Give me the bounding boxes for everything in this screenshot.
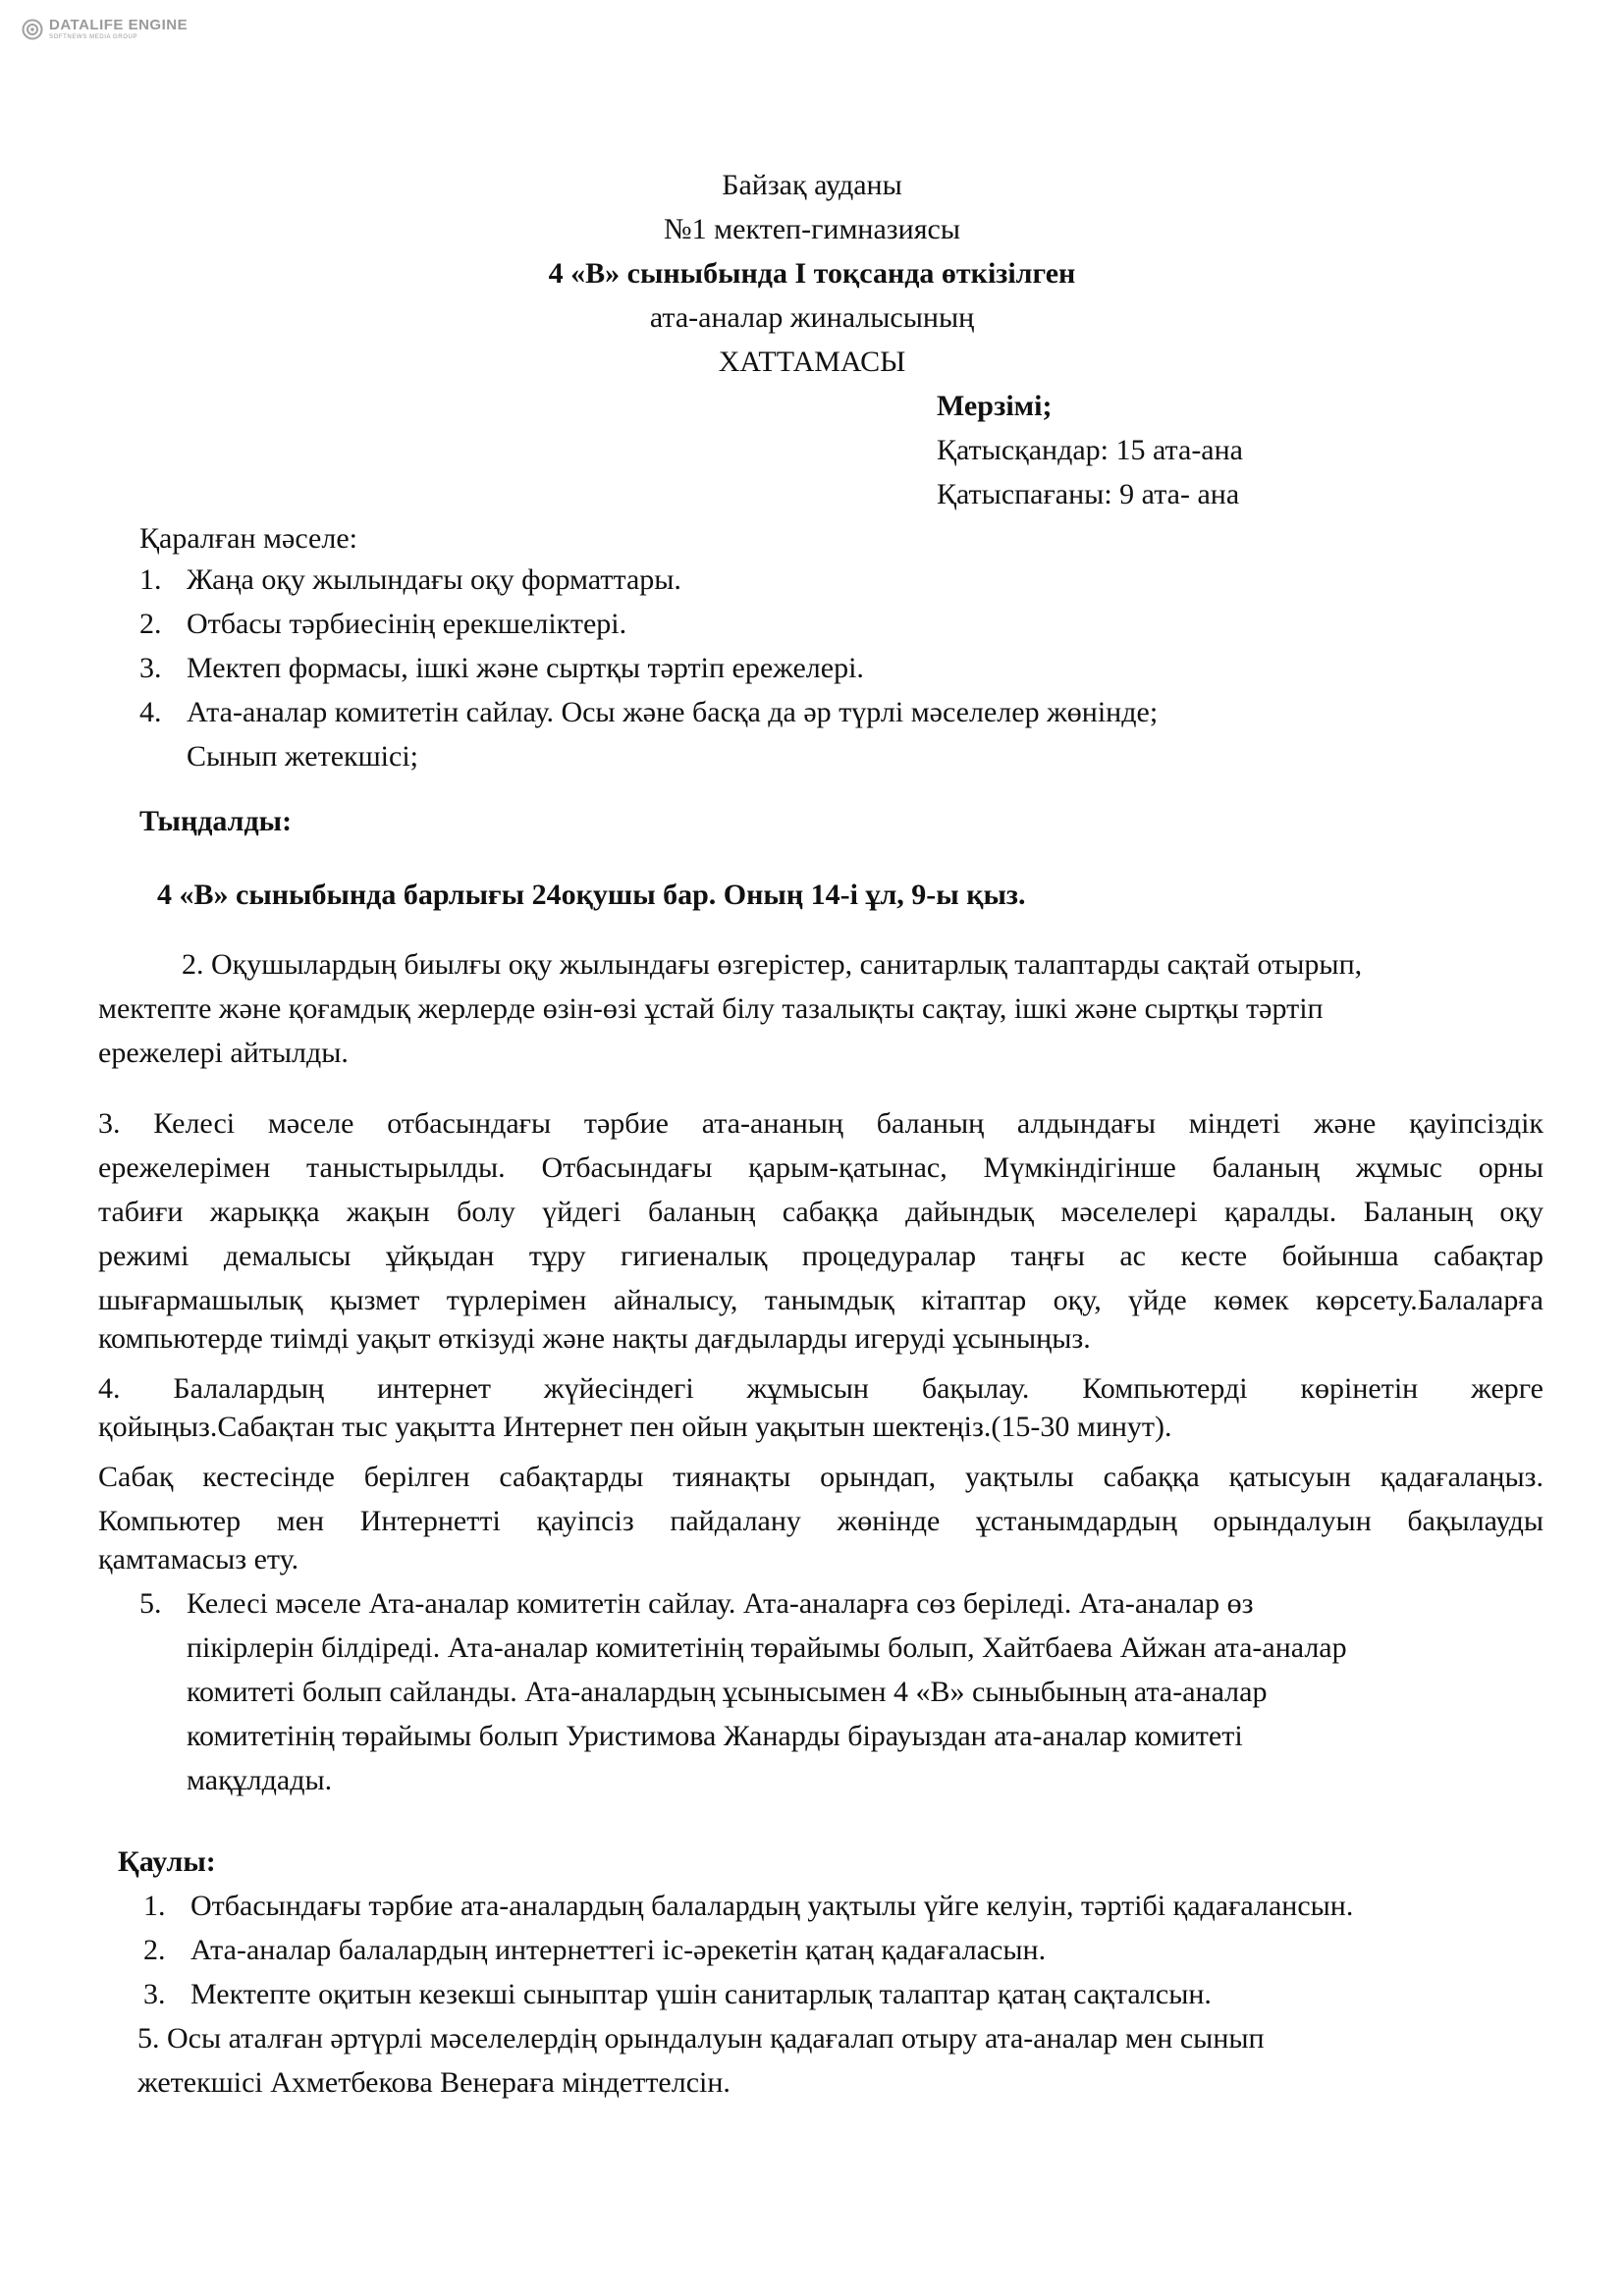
- point-5-line: Келесі мәселе Ата-аналар комитетін сайлау. Ата-аналарға сөз беріледі. Ата-аналар өз: [187, 1587, 1254, 1620]
- decision-item: [143, 1934, 1046, 1967]
- document-title: ХАТТАМАСЫ: [718, 346, 906, 378]
- watermark-brand: DATALIFE ENGINE: [49, 17, 189, 33]
- point-3-line: табиғи жарыққа жақын болу үйдегі баланың сабаққа дайындық мәселелері қаралды. Баланың оқу: [98, 1196, 1543, 1228]
- meeting-line: ата-аналар жиналысының: [649, 301, 975, 334]
- point-5-line: комитеті болып сайланды. Ата-аналардың ұсынысымен 4 «В» сыныбының ата-аналар: [187, 1676, 1268, 1708]
- school-line: №1 мектеп-гимназиясы: [664, 213, 960, 245]
- point-2-line: ережелері айтылды.: [98, 1037, 349, 1069]
- decision-final-line: жетекшісі Ахметбекова Венераға міндеттелсін.: [137, 2066, 731, 2099]
- decision-item-number: 3.: [143, 1978, 166, 2010]
- agenda-item-text: Жаңа оқу жылындағы оқу форматтары.: [187, 563, 681, 596]
- absent-count: Қатыспағаны: 9 ата- ана: [937, 478, 1240, 510]
- listened-point-1: 4 «В» сыныбында барлығы 24оқушы бар. Оның 14-і ұл, 9-ы қыз.: [157, 879, 1026, 911]
- agenda-item-number: 2.: [139, 608, 162, 640]
- agenda-item: [139, 608, 626, 641]
- point-3-line: режимі демалысы ұйқыдан тұру гигиеналық процедуралар таңғы ас кесте бойынша сабақтар: [98, 1240, 1543, 1272]
- present-count: Қатысқандар: 15 ата-ана: [937, 434, 1243, 466]
- decision-item-text: Отбасындағы тәрбие ата-аналардың балалардың уақтылы үйге келуін, тәртібі қадағалансын.: [190, 1890, 1354, 1922]
- point-2-line: мектепте және қоғамдық жерлерде өзін-өзі ұстай білу тазалықты сақтау, ішкі және сыртқы тәртіп: [98, 992, 1324, 1025]
- agenda-item-text: Мектеп формасы, ішкі және сыртқы тәртіп ережелері.: [187, 652, 864, 684]
- agenda-heading: Қаралған мәселе:: [139, 522, 357, 555]
- point-5-number: 5.: [139, 1587, 162, 1620]
- agenda-item-text: Ата-аналар комитетін сайлау. Осы және басқа да әр түрлі мәселелер жөнінде;: [187, 696, 1159, 728]
- point-3-line: 3. Келесі мәселе отбасындағы тәрбие ата-ананың баланың алдындағы міндеті және қауіпсіздік: [98, 1107, 1543, 1140]
- date-label: Мерзімі;: [937, 390, 1053, 422]
- decision-heading: Қаулы:: [118, 1845, 216, 1878]
- point-4-line: 4. Балалардың интернет жүйесіндегі жұмысын бақылау. Компьютерді көрінетін жерге: [98, 1372, 1543, 1405]
- agenda-item: [139, 652, 864, 685]
- agenda-item-text: Отбасы тәрбиесінің ерекшеліктері.: [187, 608, 627, 640]
- point-4-line: қойыңыз.Сабақтан тыс уақытта Интернет пен ойын уақытын шектеңіз.(15-30 минут).: [98, 1411, 1172, 1443]
- point-3-line: компьютерде тиімді уақыт өткізуді және нақты дағдыларды игеруді ұсыныңыз.: [98, 1322, 1091, 1355]
- decision-item: [143, 1978, 1212, 2011]
- point-4b-line: қамтамасыз ету.: [98, 1543, 299, 1575]
- decision-item-number: 2.: [143, 1934, 166, 1966]
- agenda-item-number: 3.: [139, 652, 162, 684]
- point-3-line: ережелерімен таныстырылды. Отбасындағы қарым-қатынас, Мүмкіндігінше баланың жұмыс орны: [98, 1151, 1543, 1184]
- district-line: Байзақ ауданы: [722, 169, 902, 201]
- point-3-line: шығармашылық қызмет түрлерімен айналысу, танымдық кітаптар оқу, үйде көмек көрсету.Балаларға: [98, 1284, 1543, 1316]
- point-4b-line: Компьютер мен Интернетті қауіпсіз пайдалану жөнінде ұстанымдардың орындалуын бақылауды: [98, 1505, 1543, 1537]
- agenda-speaker: Сынып жетекшісі;: [187, 740, 419, 773]
- decision-item-number: 1.: [143, 1890, 166, 1922]
- point-4b-line: Сабақ кестесінде берілген сабақтарды тиянақты орындап, уақтылы сабаққа қатысуын қадағалаңыз.: [98, 1461, 1543, 1493]
- point-2-line: 2. Оқушылардың биылғы оқу жылындағы өзгерістер, санитарлық талаптарды сақтай отырып,: [182, 948, 1363, 981]
- point-5-line: пікірлерін білдіреді. Ата-аналар комитетінің төрайымы болып, Хайтбаева Айжан ата-аналар: [187, 1631, 1347, 1664]
- agenda-item: [139, 696, 1158, 729]
- decision-final-line: 5. Осы аталған әртүрлі мәселелердің орындалуын қадағалап отыру ата-аналар мен сынып: [137, 2022, 1265, 2055]
- agenda-item: [139, 563, 681, 597]
- agenda-item-number: 4.: [139, 696, 162, 728]
- class-line: 4 «В» сыныбында І тоқсанда өткізілген: [548, 257, 1076, 290]
- point-5-line: комитетінің төрайымы болып Уристимова Жанарды бірауыздан ата-аналар комитеті: [187, 1720, 1243, 1752]
- point-5-line: мақұлдады.: [187, 1764, 333, 1796]
- agenda-item-number: 1.: [139, 563, 162, 596]
- listened-heading: Тыңдалды:: [139, 805, 293, 837]
- watermark-tagline: SOFTNEWS MEDIA GROUP: [49, 34, 138, 40]
- decision-item-text: Мектепте оқитын кезекші сыныптар үшін санитарлық талаптар қатаң сақталсын.: [190, 1978, 1212, 2010]
- decision-item: [143, 1890, 1353, 1923]
- decision-item-text: Ата-аналар балалардың интернеттегі іс-әрекетін қатаң қадағаласын.: [190, 1934, 1047, 1966]
